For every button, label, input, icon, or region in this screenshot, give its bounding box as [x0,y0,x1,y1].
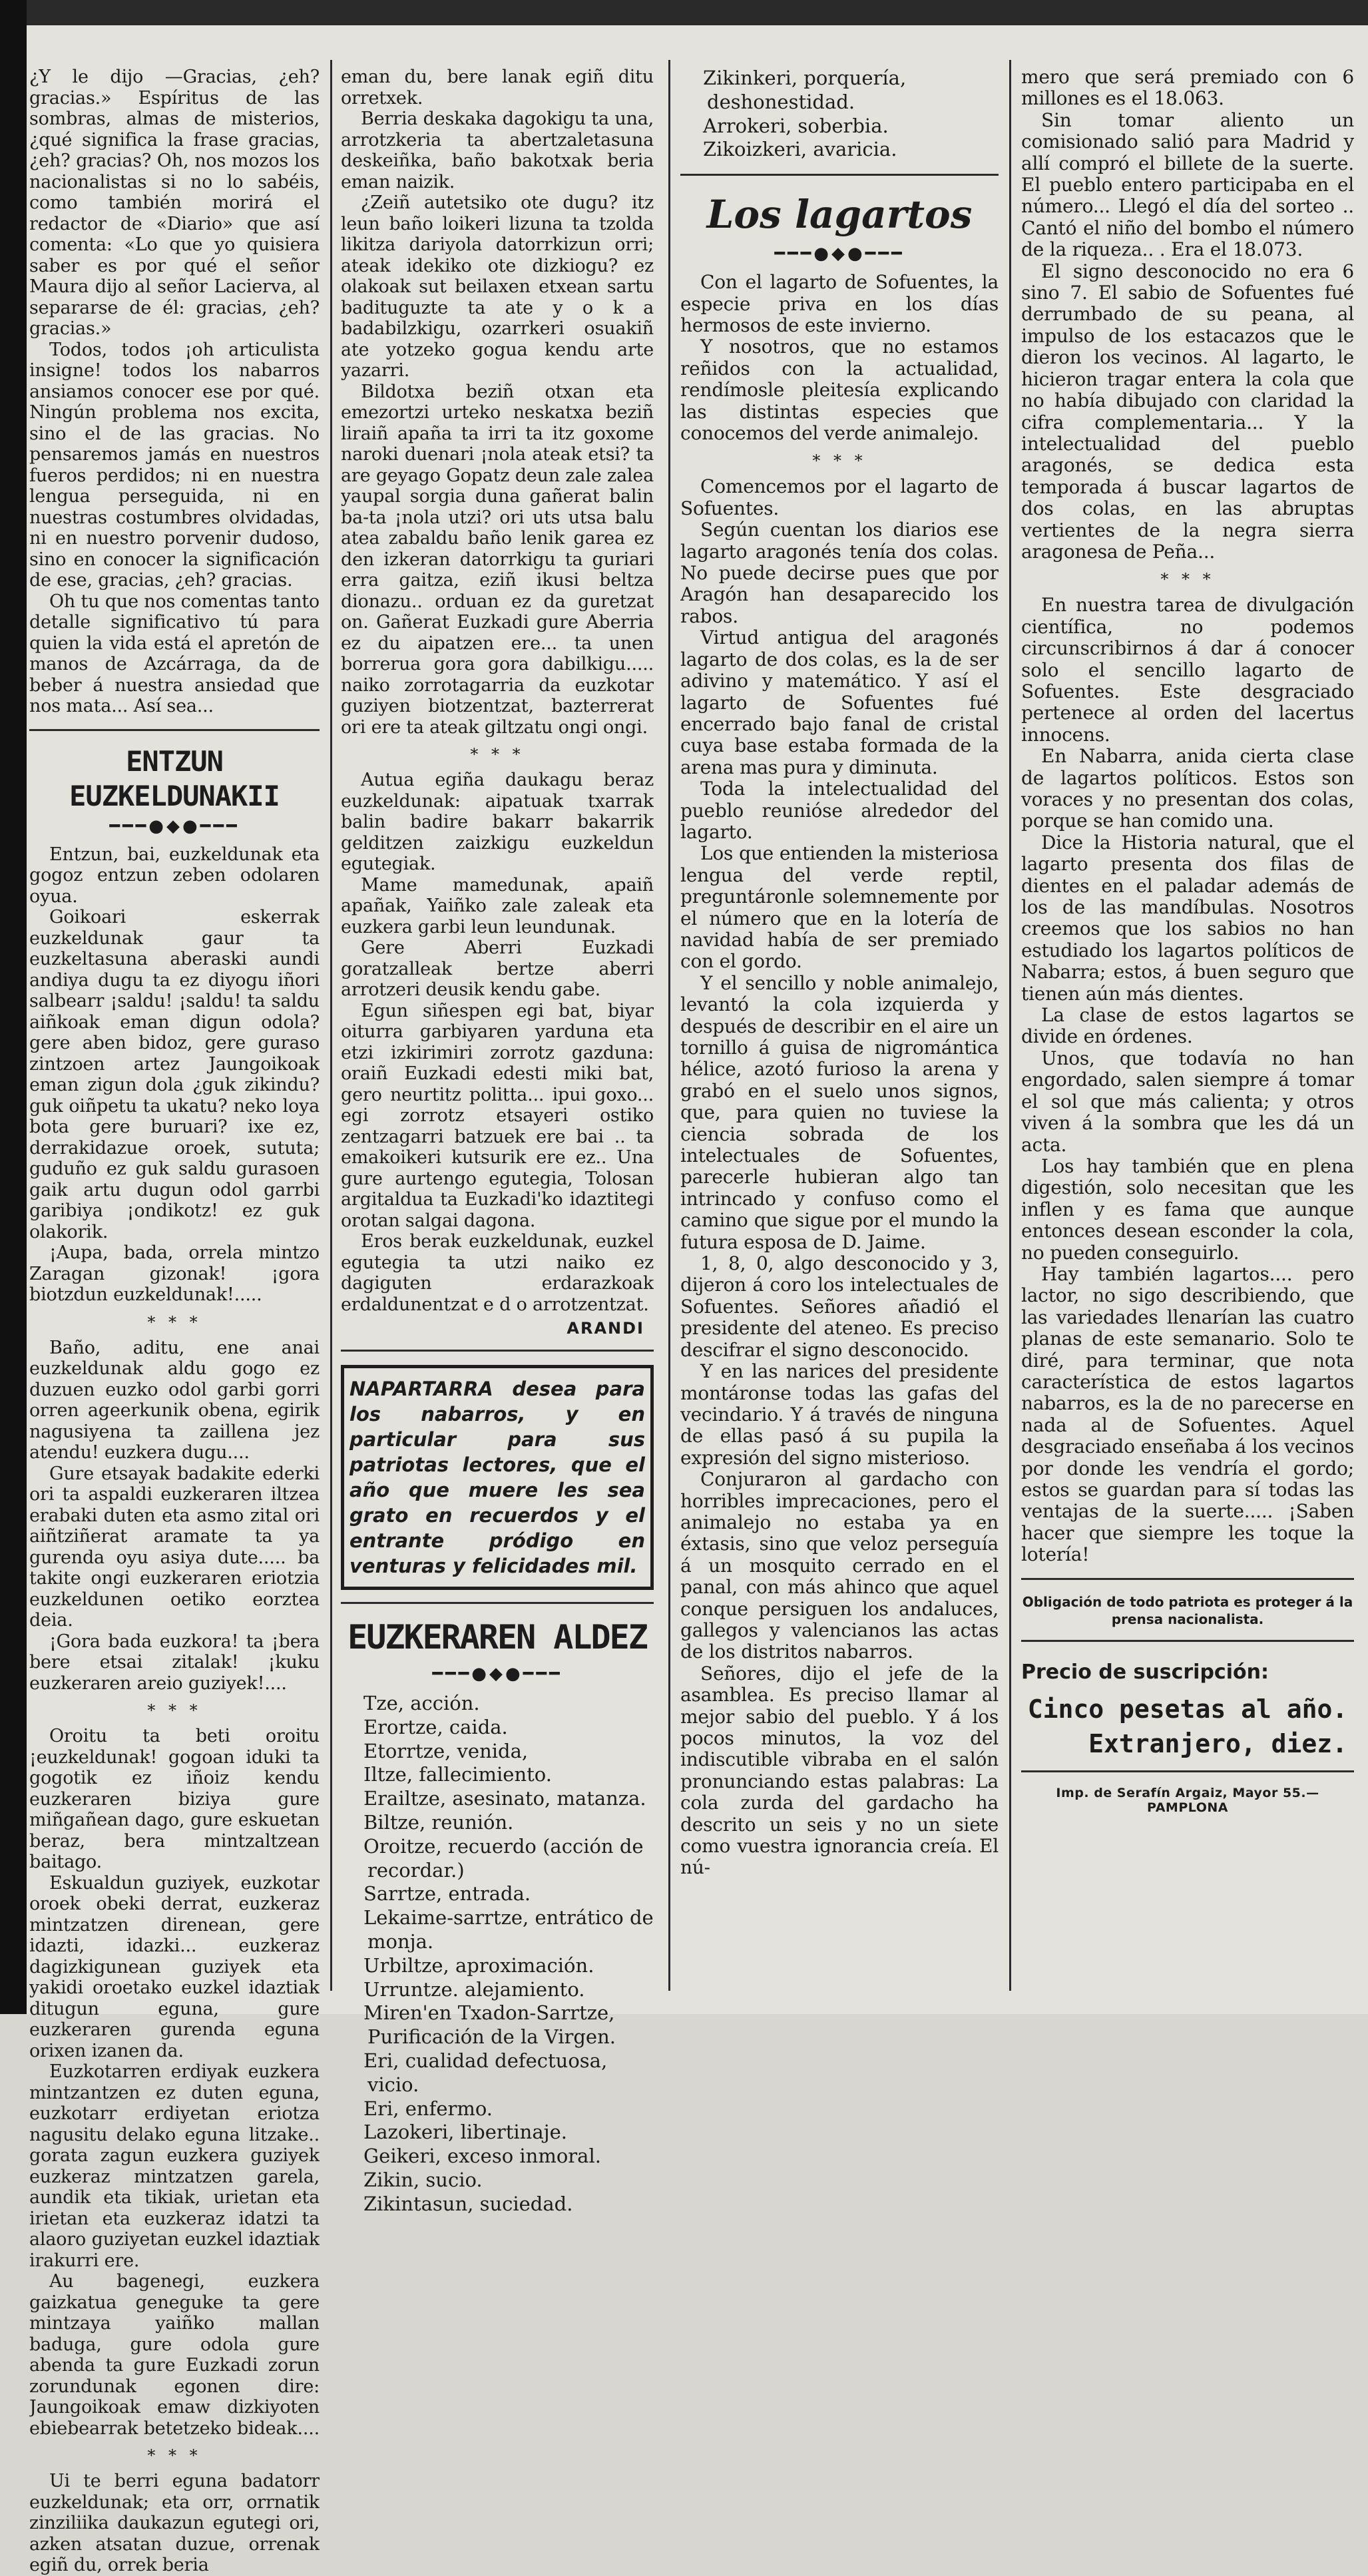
paragraph: Virtud antigua del aragonés lagarto de dos colas, es la de ser adivino y matemático. Y así el lagarto de Sofuentes fué encerrado bajo fanal de cristal cuya base estaba formada de la arena mas pura y diminuta. [680,627,999,778]
glossary-entry: Geikeri, exceso inmoral. [363,2145,601,2168]
paragraph: La clase de estos lagartos se divide en órdenes. [1021,1004,1354,1048]
scan-edge [0,0,27,2014]
glossary-list [341,1692,654,2216]
glossary-entry: Zikintasun, suciedad. [363,2192,573,2215]
paragraph: ¿Zeiñ autetsiko ote dugu? itz leun baño loikeri lizuna ta tzolda likitza dariyola datorrkizun orri; ateak idekiko ote dizkiogu? ez olakoak sut beilaxen etxean sartu badituguzte ta ate y o k a badabilzkigu, ozarrkeri osuakiñ ate yotzeko gogua kendu arte yazarri. [341,192,654,381]
asterism: * * * [470,745,525,764]
asterism: * * * [1160,570,1215,589]
paragraph: Gure etsayak badakite ederki ori ta aspaldi euzkeraren iltzea erabaki duten eta asmo zital ori aiñtziñerat aramate ta ya gurenda oyu asiya dute..... ba takite ongi euzkeraren eriotzia euzkeldunen oetiko eorztea deia. [29,1463,320,1631]
glossary-entry: Lekaime-sarrtze, entrático de monja. [363,1906,654,1953]
greeting-box [341,1365,654,1590]
paragraph: En nuestra tarea de divulgación científica, no podemos circunscribirnos á dar á conocer solo el sencillo lagarto de Sofuentes. Este desgraciado pertenece al orden del lacertus innocens. [1021,594,1354,746]
paragraph: En Nabarra, anida cierta clase de lagartos políticos. Estos son voraces y no presentan dos colas, porque se han comido una. [1021,745,1354,832]
paragraph: Eskualdun guziyek, euzkotar oroek obeki derrat, euzkeraz mintzatzen direnean, gere idazti, idazki... euzkeraz dagizkigunean guziyek eta yakidi oroetako euzkel idaztiak ditugun eguna, gure euzkeraren gurenda eguna orixen izanen da. [29,1872,320,2061]
subscription-foreign-price: Extranjero, diez. [1088,1728,1347,1758]
paragraph: ¿Y le dijo —Gracias, ¿eh? gracias.» Espíritus de las sombras, almas de misterios, ¿qué significa la frase gracias, ¿eh? gracias? Oh, nos mozos los nacionalistas si no lo sabéis, como también morirá el redactor de «Diario» que así comenta: «Lo que yo quisiera saber es por qué el señor Maura dijo al señor Lacierva, al separarse de él: gracias, ¿eh? gracias.» [29,67,320,339]
top-rule [27,0,1368,25]
subscription-heading: Precio de suscripción: [1021,1660,1269,1684]
section-divider [1021,1578,1354,1580]
paragraph: Sin tomar aliento un comisionado salió para Madrid y allí compró el billete de la suerte. El pueblo entero participaba en el número... Llegó el día del sorteo .. Cantó el niño del bombo el número de la riqueza.. . Era el 18.073. [1021,109,1354,261]
paragraph: 1, 8, 0, algo desconocido y 3, dijeron á coro los intelectuales de Sofuentes. Señores añadió el presidente del ateneo. Es preciso descifrar el signo desconocido. [680,1252,999,1361]
printer-imprint: Imp. de Serafín Argaiz, Mayor 55.—PAMPLONA [1056,1785,1319,1815]
glossary-entry: Zikin, sucio. [363,2168,483,2191]
paragraph: Y nosotros, que no estamos reñidos con la actualidad, rendímosle pleitesía explicando las distintas especies que conocemos del verde animalejo. [680,336,999,445]
ornament: ━━━●◆●━━━ [432,1664,563,1684]
paragraph: Bildotxa beziñ otxan eta emezortzi urteko neskatxa beziñ liraiñ apaña ta irri ta itz goxome naroki duenari ¡nola ateak etsi? ta are geyago Gopatz deun zale zalea yaupal sorgia duna gañerat balin ba-ta ¡nola utzi? ori uts utsa balu atea zabaldu baño lenik garea ez den izkeran datorrkigu ta guriari erra gaitza, eziñ ikusi beltza dionazu.. orduan ez da guretzat on. Gañerat Euzkadi gure Aberria ez du aipatzen ere... ta unen borrerua gora gora dabilkigu..... naiko zorrotagarria da euzkotar guziyen biotzentzat, bazterrerat ori ere ta ateak giltzatu ongi ongi. [341,381,654,738]
author-signature: ARANDI [567,1319,644,1338]
glossary-entry: Eri, cualidad defectuosa, vicio. [363,2049,608,2096]
paragraph: Entzun, bai, euzkeldunak eta gogoz entzun zeben odolaren oyua. [29,844,320,907]
paragraph: Eros berak euzkeldunak, euzkel egutegia ta utzi naiko ez dagiguten erdarazkoak erdaldunentzat e d o arrotzentzat. [341,1231,654,1315]
section-divider [1021,1770,1354,1772]
paragraph: Egun siñespen egi bat, biyar oiturra garbiyaren yarduna eta etzi izkirimiri zorrotz gazduna: oraiñ Euzkadi edesti miki bat, gero neurtitz politta... ipui goxo... egi zorrotz etsayeri ostiko zentzagarri batzuek ere bai .. ta emakoikeri kutsurik ere ez.. Una gure aurtengo egutegia, Tolosan argitaldua ta Euzkadi'ko idaztitegi orotan salgai dagona. [341,1000,654,1231]
paragraph: Señores, dijo el jefe de la asamblea. Es preciso llamar al mejor sabio del pueblo. Y á los pocos minutos, la voz del indiscutible vibraba en el salón pronunciando estas palabras: La cola zurda del gardacho ha descrito un seis y no un siete como vuestra ignorancia creía. El nú- [680,1662,999,1879]
paragraph: Los hay también que en plena digestión, solo necesitan que les inflen y es fama que aunque entonces desean esconder la cola, no pueden conseguirlo. [1021,1155,1354,1264]
column-2 [341,67,654,2216]
section-divider [341,1350,654,1352]
paragraph: Oroitu ta beti oroitu ¡euzkeldunak! gogoan iduki ta gogotik ez iñoiz kendu euzkeraren biziya gure miñgañean dago, gure eskuetan beraz, bera mintzaltzean baitago. [29,1726,320,1872]
column-4 [1021,67,1354,1822]
glossary-entry: Tze, acción. [363,1692,480,1714]
column-3 [680,67,999,1879]
glossary-entry: Urruntze. alejamiento. [363,1977,585,2001]
glossary-entry: Eri, enfermo. [363,2097,493,2120]
paragraph: Conjuraron al gardacho con horribles imprecaciones, pero el animalejo no estaba ya en éxtasis, sino que veloz perseguía á un mosquito cerrado en el panal, con más ahinco que aquel conque persiguen los andaluces, gallegos y valencianos las actas de los distritos nabarros. [680,1468,999,1663]
paragraph: El signo desconocido no era 6 sino 7. El sabio de Sofuentes fué derrumbado de su peana, al impulso de los estacazos que le dieron los vecinos. Al lagarto, le hicieron tragar entera la cola que no había dibujado con claridad la cifra complementaria... Y la intelectualidad del pueblo aragonés, se dedica esta temporada á buscar lagartos de dos colas, en las abruptas vertientes de la negra sierra aragonesa de Peña... [1021,260,1354,563]
glossary-entry: Lazokeri, libertinaje. [363,2121,568,2144]
glossary-entry: Arrokeri, soberbia. [703,114,889,137]
paragraph: Con el lagarto de Sofuentes, la especie priva en los días hermosos de este invierno. [680,271,999,336]
glossary-entry: Sarrtze, entrada. [363,1882,531,1906]
subscription-price: Cinco pesetas al año. [1027,1694,1348,1724]
glossary-entry: Erailtze, asesinato, matanza. [363,1787,646,1810]
section-divider [680,174,999,176]
ornament: ━━━●◆●━━━ [109,816,240,836]
glossary-entry: Oroitze, recuerdo (acción de recordar.) [363,1834,644,1882]
column-rule [1009,60,1011,1991]
paragraph: Comencemos por el lagarto de Sofuentes. [680,475,999,519]
glossary-entry: Miren'en Txadon-Sarrtze, Purificación de la Virgen. [363,2001,616,2049]
column-rule [668,60,670,1991]
glossary-entry: Zikinkeri, porquería, deshonestidad. [703,67,907,113]
paragraph: Unos, que todavía no han engordado, salen siempre á tomar el sol que más calienta; y otros viven á la sombra que les dá un acta. [1021,1047,1354,1156]
paragraph: Mame mamedunak, apaiñ apañak, Yaiñko zale zaleak eta euzkera garbi leun leundunak. [341,874,654,937]
asterism: * * * [147,2446,202,2465]
paragraph: Según cuentan los diarios ese lagarto aragonés tenía dos colas. No puede decirse pues que por Aragón han desaparecido los rabos. [680,519,999,627]
paragraph: Dice la Historia natural, que el lagarto presenta dos filas de dientes en el paladar además de los de las mandíbulas. Nosotros creemos que los sabios no han estudiado los lagartos políticos de Nabarra; estos, á buen seguro que tienen aún más dientes. [1021,831,1354,1005]
column-1 [29,67,320,2576]
section-divider [29,729,320,731]
paragraph: Au bagenegi, euzkera gaizkatua geneguke ta gere mintzaya yaiñko mallan baduga, gure odola gure abenda ta gure Euzkadi zorun zorundunak egonen dire: Jaungoikoak emaw dizkiyoten ebiebearrak betetzeko bideak.... [29,2271,320,2439]
paragraph: Baño, aditu, ene anai euzkeldunak aldu gogo ez duzuen euzko odol garbi gorri orren ageerkunik obena, egirik nagusiyena ta zaillena jez atendu! euzkera dugu.... [29,1337,320,1463]
paragraph: ¡Aupa, bada, orrela mintzo Zaragan gizonak! ¡gora biotzdun euzkeldunak!..... [29,1242,320,1305]
paragraph: Autua egiña daukagu beraz euzkeldunak: aipatuak txarrak balin badire bakarr bakarrik gelditzen zaizkigu euzkeldun egutegiak. [341,770,654,874]
ornament: ━━━●◆●━━━ [774,244,905,264]
column-rule [330,60,332,1991]
glossary-entry: Erortze, caida. [363,1715,508,1738]
paragraph: Los que entienden la misteriosa lengua del verde reptil, preguntáronle solemnemente por el número que en la lotería de navidad había de ser premiado con el gordo. [680,842,999,973]
paragraph: Todos, todos ¡oh articulista insigne! todos los nabarros ansiamos conocer ese por qué. Ningún problema nos excita, sino el de las gracias. No pensaremos jamás en nuestros fueros perdidos; ni en nuestra lengua perseguida, ni en nuestras costumbres olvidadas, ni en nuestro porvenir dudoso, sino en conocer la significación de ese, gracias, ¿eh? gracias. [29,339,320,591]
section-divider [341,1602,654,1604]
paragraph: Ui te berri eguna badatorr euzkeldunak; eta orr, orrnatik zinziliika daukazun egutegi ori, azken atsatan duzue, orrenak egiñ du, orrek beria [29,2471,320,2575]
glossary-entry: Zikoizkeri, avaricia. [703,138,897,161]
section-heading: EUZKERAREN ALDEZ [347,1618,647,1657]
paragraph: Hay también lagartos.... pero lactor, no sigo describiendo, que las variedades llenarían las cuatro planas de este semanario. Solo te diré, para terminar, que nota característica de estos lagartos nabarros, es la de no parecerse en nada al de Sofuentes. Aquel desgraciado enseñaba á los vecinos por donde les vendría el gordo; estos se guardan para sí todas las ventajas de la suerte..... ¡Saben hacer que siempre les toque la lotería! [1021,1262,1354,1566]
glossary-entry: Biltze, reunión. [363,1810,514,1834]
paragraph: eman du, bere lanak egiñ ditu orretxek. [341,67,654,109]
paragraph: Oh tu que nos comentas tanto detalle significativo tú para quien la vida está el apretón de manos de Azcárraga, da de beber á nuestra ansiedad que nos mata... Así sea... [29,591,320,716]
paragraph: Y el sencillo y noble animalejo, levantó la cola izquierda y después de describir en el aire un tornillo á guisa de nigromántica hélice, azotó furioso la arena y grabó en el suelo unos signos, que, para quien no tuviese la ciencia sobrada de los intelectuales de Sofuentes, parecerle hubieran algo tan intrincado y confuso como el camino que sigue por el mundo la futura esposa de D. Jaime. [680,971,999,1253]
paragraph: Euzkotarren erdiyak euzkera mintzantzen ez duten eguna, euzkotarr erdiyetan eriotza nagusitu delako eguna litzake.. gorata zagun euzkera guziyek euzkeraz mintzatzen garela, aundik eta tikiak, urietan eta irietan eta euzkeraz idatzi ta alaoro guziyetan euzkel idaztiak irakurri ere. [29,2061,320,2271]
asterism: * * * [147,1701,202,1720]
glossary-entry: Urbiltze, aproximación. [363,1953,594,1977]
glossary-entry: Etorrtze, venida, [363,1739,529,1762]
paragraph: Y en las narices del presidente montáronse todas las gafas del vecindario. Y á través de ninguna de ellas pasó á su pupila la expresión del signo misterioso. [680,1360,999,1469]
paragraph: Toda la intelectualidad del pueblo reunióse alrededor del lagarto. [680,778,999,843]
article-title: Los lagartos [706,192,973,238]
greeting-text: NAPARTARRA desea para los nabarros, y en particular para sus patriotas lectores, que el año que muere les sea grato en recuerdos y el entrante pródigo en venturas y felicidades mil. [349,1378,645,1577]
paragraph: ¡Gora bada euzkora! ta ¡bera bere etsai zitalak! ¡kuku euzkeraren areio guziyek!.... [29,1631,320,1694]
patriot-notice: Obligación de todo patriota es proteger á la prensa nacionalista. [1022,1593,1353,1627]
section-divider [1021,1640,1354,1642]
asterism: * * * [147,1312,202,1332]
paragraph: mero que será premiado con 6 millones es el 18.063. [1021,67,1354,110]
paragraph: Gere Aberri Euzkadi goratzalleak bertze aberri arrotzeri deusik kendu gabe. [341,937,654,1000]
paragraph: Berria deskaka dagokigu ta una, arrotzkeria ta abertzaletasuna deskeiñka, baño bakotxak beria eman naizik. [341,109,654,192]
glossary-entry: Iltze, fallecimiento. [363,1763,552,1786]
paragraph: Goikoari eskerrak euzkeldunak gaur ta euzkeltasuna aberaski aundi andiya dugu ta ez diyogu iñori salbearr ¡saldu! ¡saldu! ta saldu aiñkoak eman digun odola? gere aben bidoz, gere guraso zintzoen artez Jaungoikoak eman zigun dola ¿guk zikindu? guk oiñpetu ta ukatu? neko loya bota gere buruari? ixe ez, derrakidazue oroek, sututa; guduño ez guk saldu gurasoen gaik artu dugun odol garrbi garibiya ¡ondikotz! ez guk olakorik. [29,907,320,1242]
asterism: * * * [812,451,867,471]
section-heading: ENTZUN EUZKELDUNAKII [69,744,280,812]
